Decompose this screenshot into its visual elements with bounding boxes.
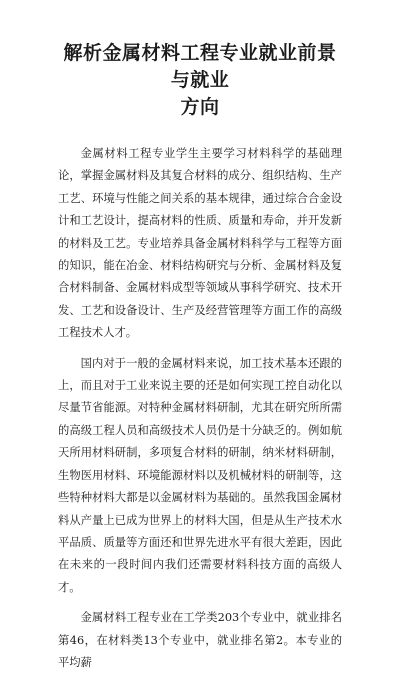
paragraph-employment-ranking: 金属材料工程专业在工学类203个专业中，就业排名第46，在材料类13个专业中，就业排名第2。本专业的平均薪 <box>58 611 342 669</box>
page-title <box>58 40 342 121</box>
title-line-2: 方向 <box>180 96 220 118</box>
document-body <box>58 143 342 674</box>
paragraph-intro: 金属材料工程专业学生主要学习材料科学的基础理论，掌握金属材料及其复合材料的成分、组织结构、生产工艺、环境与性能之间关系的基本规律，通过综合合金设计和工艺设计，提高材料的性质、质量和寿命，并开发新的材料及工艺。专业培养具备金属材料科学与工程等方面的知识，能在冶金、材料结构研究与分析、金属材料及复合材料制备、金属材料成型等领域从事科学研究、技术开发、工艺和设备设计、生产及经营管理等方面工作的高级工程技术人才。 <box>58 147 342 340</box>
title-line-1: 解析金属材料工程专业就业前景与就业 <box>63 42 337 91</box>
paragraph-domestic-demand: 国内对于一般的金属材料来说，加工技术基本还跟的上，而且对于工业来说主要的还是如何实现工控自动化以尽量节省能源。对特种金属材料研制，尤其在研究所所需的高级工程人员和高级技术人员仍是十分缺乏的。例如航天所用材料研制，多项复合材料的研制，纳米材料研制，生物医用材料、环境能源材料以及机械材料的研制等，这些特种材料大都是以金属材料为基础的。虽然我国金属材料从产量上已成为世界上的材料大国，但是从生产技术水平品质、质量等方面还和世界先进水平有很大差距，因此在未来的一段时间内我们还需要材料科技方面的高级人才。 <box>58 356 342 594</box>
